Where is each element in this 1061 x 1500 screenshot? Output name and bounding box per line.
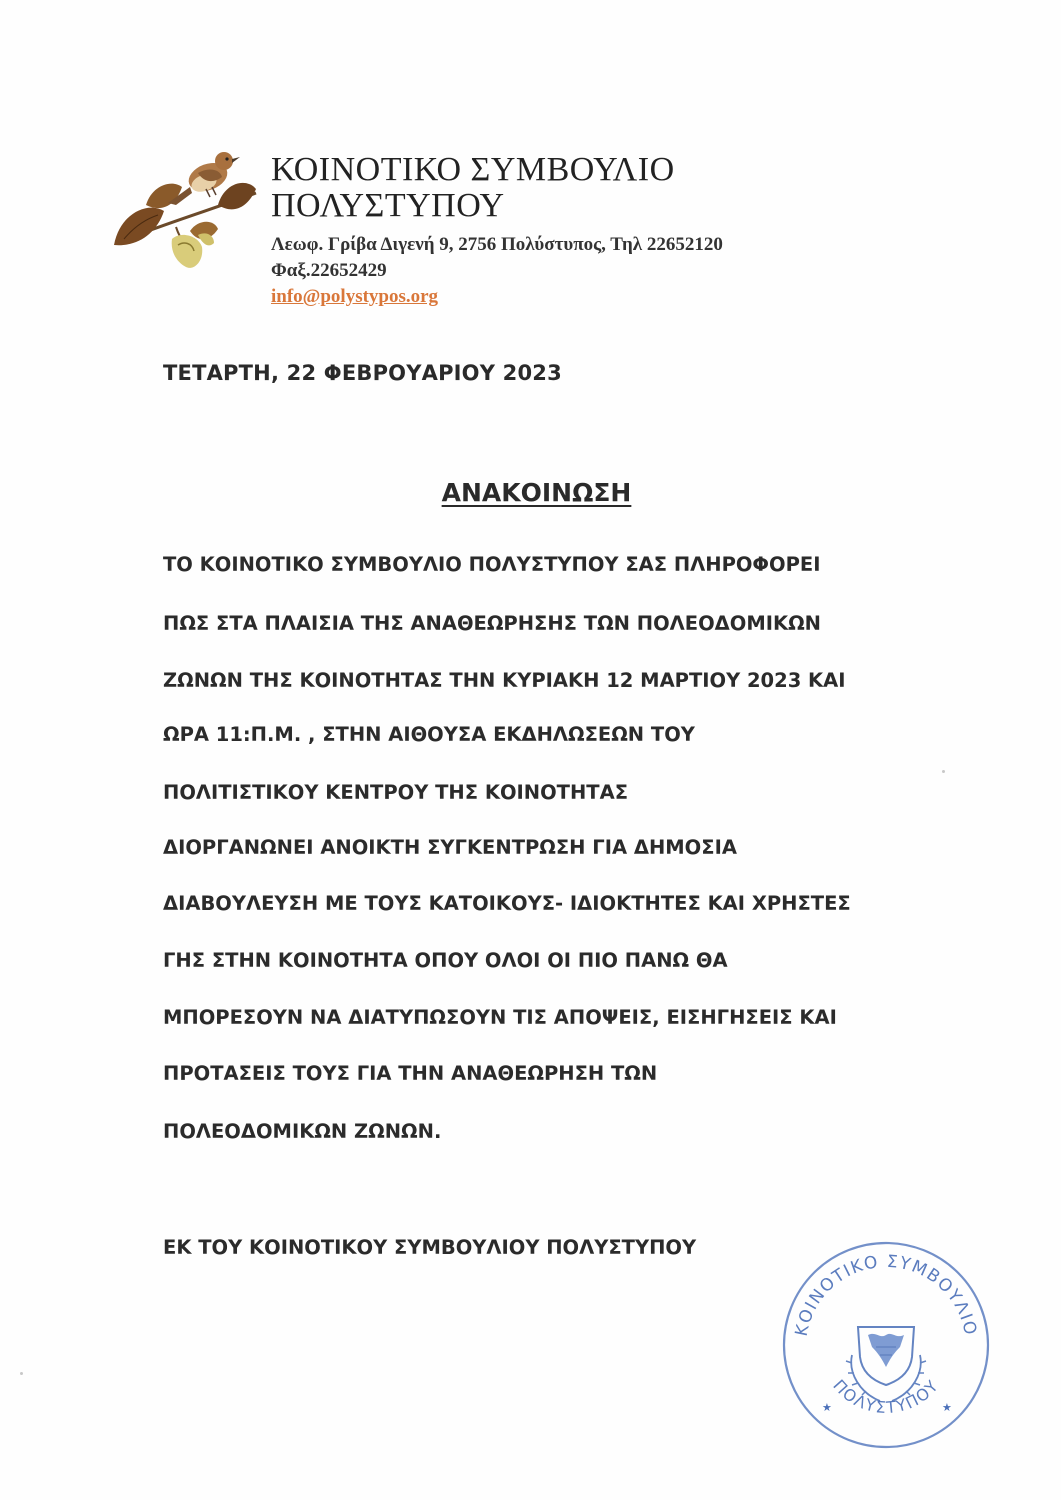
announcement-heading-text: ΑΝΑΚΟΙΝΩΣΗ [441, 478, 632, 507]
organization-email-link[interactable]: info@polystypos.org [271, 286, 439, 307]
organization-name [271, 152, 675, 224]
body-line: ΠΟΛΕΟΔΟΜΙΚΩΝ ΖΩΝΩΝ. [163, 1120, 442, 1143]
body-line: ΖΩΝΩΝ ΤΗΣ ΚΟΙΝΟΤΗΤΑΣ ΤΗΝ ΚΥΡΙΑΚΗ 12 ΜΑΡΤΙΟΥ 2023 ΚΑΙ [163, 669, 846, 692]
organization-name-line-1: ΚΟΙΝΟΤΙΚΟ ΣΥΜΒΟΥΛΙΟ [271, 151, 675, 188]
organization-fax: Φαξ.22652429 [271, 260, 387, 281]
official-stamp [776, 1235, 996, 1455]
svg-text:ΚΟΙΝΟΤΙΚΟ ΣΥΜΒΟΥΛΙΟ [792, 1252, 981, 1338]
svg-text:★: ★ [942, 1401, 952, 1414]
body-line: ΤΟ ΚΟΙΝΟΤΙΚΟ ΣΥΜΒΟΥΛΙΟ ΠΟΛΥΣΤΥΠΟΥ ΣΑΣ ΠΛΗΡΟΦΟΡΕΙ [163, 553, 821, 576]
stamp-bottom-text: ΠΟΛΥΣΤΥΠΟΥ [829, 1375, 943, 1418]
svg-text:★: ★ [822, 1401, 832, 1414]
body-line: ΠΡΟΤΑΣΕΙΣ ΤΟΥΣ ΓΙΑ ΤΗΝ ΑΝΑΘΕΩΡΗΣΗ ΤΩΝ [163, 1062, 658, 1085]
body-line: ΔΙΟΡΓΑΝΩΝΕΙ ΑΝΟΙΚΤΗ ΣΥΓΚΕΝΤΡΩΣΗ ΓΙΑ ΔΗΜΟΣΙΑ [163, 836, 737, 859]
announcement-date: ΤΕΤΑΡΤΗ, 22 ΦΕΒΡΟΥΑΡΙΟΥ 2023 [163, 361, 562, 385]
body-line: ΓΗΣ ΣΤΗΝ ΚΟΙΝΟΤΗΤΑ ΟΠΟΥ ΟΛΟΙ ΟΙ ΠΙΟ ΠΑΝΩ ΘΑ [163, 949, 728, 972]
bird-on-branch-icon [106, 135, 266, 285]
svg-text:ΠΟΛΥΣΤΥΠΟΥ [829, 1376, 942, 1417]
organization-address: Λεωφ. Γρίβα Διγενή 9, 2756 Πολύστυπος, Τηλ 22652120 [271, 234, 723, 255]
stamp-top-text: ΚΟΙΝΟΤΙΚΟ ΣΥΜΒΟΥΛΙΟ [791, 1251, 981, 1339]
body-line: ΠΩΣ ΣΤΑ ΠΛΑΙΣΙΑ ΤΗΣ ΑΝΑΘΕΩΡΗΣΗΣ ΤΩΝ ΠΟΛΕΟΔΟΜΙΚΩΝ [163, 612, 822, 635]
scan-speck [942, 770, 945, 773]
organization-name-line-2: ΠΟΛΥΣΤΥΠΟΥ [271, 187, 505, 224]
body-line: ΜΠΟΡΕΣΟΥΝ ΝΑ ΔΙΑΤΥΠΩΣΟΥΝ ΤΙΣ ΑΠΟΨΕΙΣ, ΕΙΣΗΓΗΣΕΙΣ ΚΑΙ [163, 1006, 837, 1029]
body-line: ΠΟΛΙΤΙΣΤΙΚΟΥ ΚΕΝΤΡΟΥ ΤΗΣ ΚΟΙΝΟΤΗΤΑΣ [163, 781, 629, 804]
scan-speck [20, 1372, 23, 1375]
organization-contact [271, 232, 723, 284]
body-line: ΩΡΑ 11:Π.Μ. , ΣΤΗΝ ΑΙΘΟΥΣΑ ΕΚΔΗΛΩΣΕΩΝ ΤΟΥ [163, 723, 695, 746]
signoff: ΕΚ ΤΟΥ ΚΟΙΝΟΤΙΚΟΥ ΣΥΜΒΟΥΛΙΟΥ ΠΟΛΥΣΤΥΠΟΥ [163, 1236, 697, 1259]
body-line: ΔΙΑΒΟΥΛΕΥΣΗ ΜΕ ΤΟΥΣ ΚΑΤΟΙΚΟΥΣ- ΙΔΙΟΚΤΗΤΕΣ ΚΑΙ ΧΡΗΣΤΕΣ [163, 892, 851, 915]
announcement-heading [0, 478, 1061, 507]
